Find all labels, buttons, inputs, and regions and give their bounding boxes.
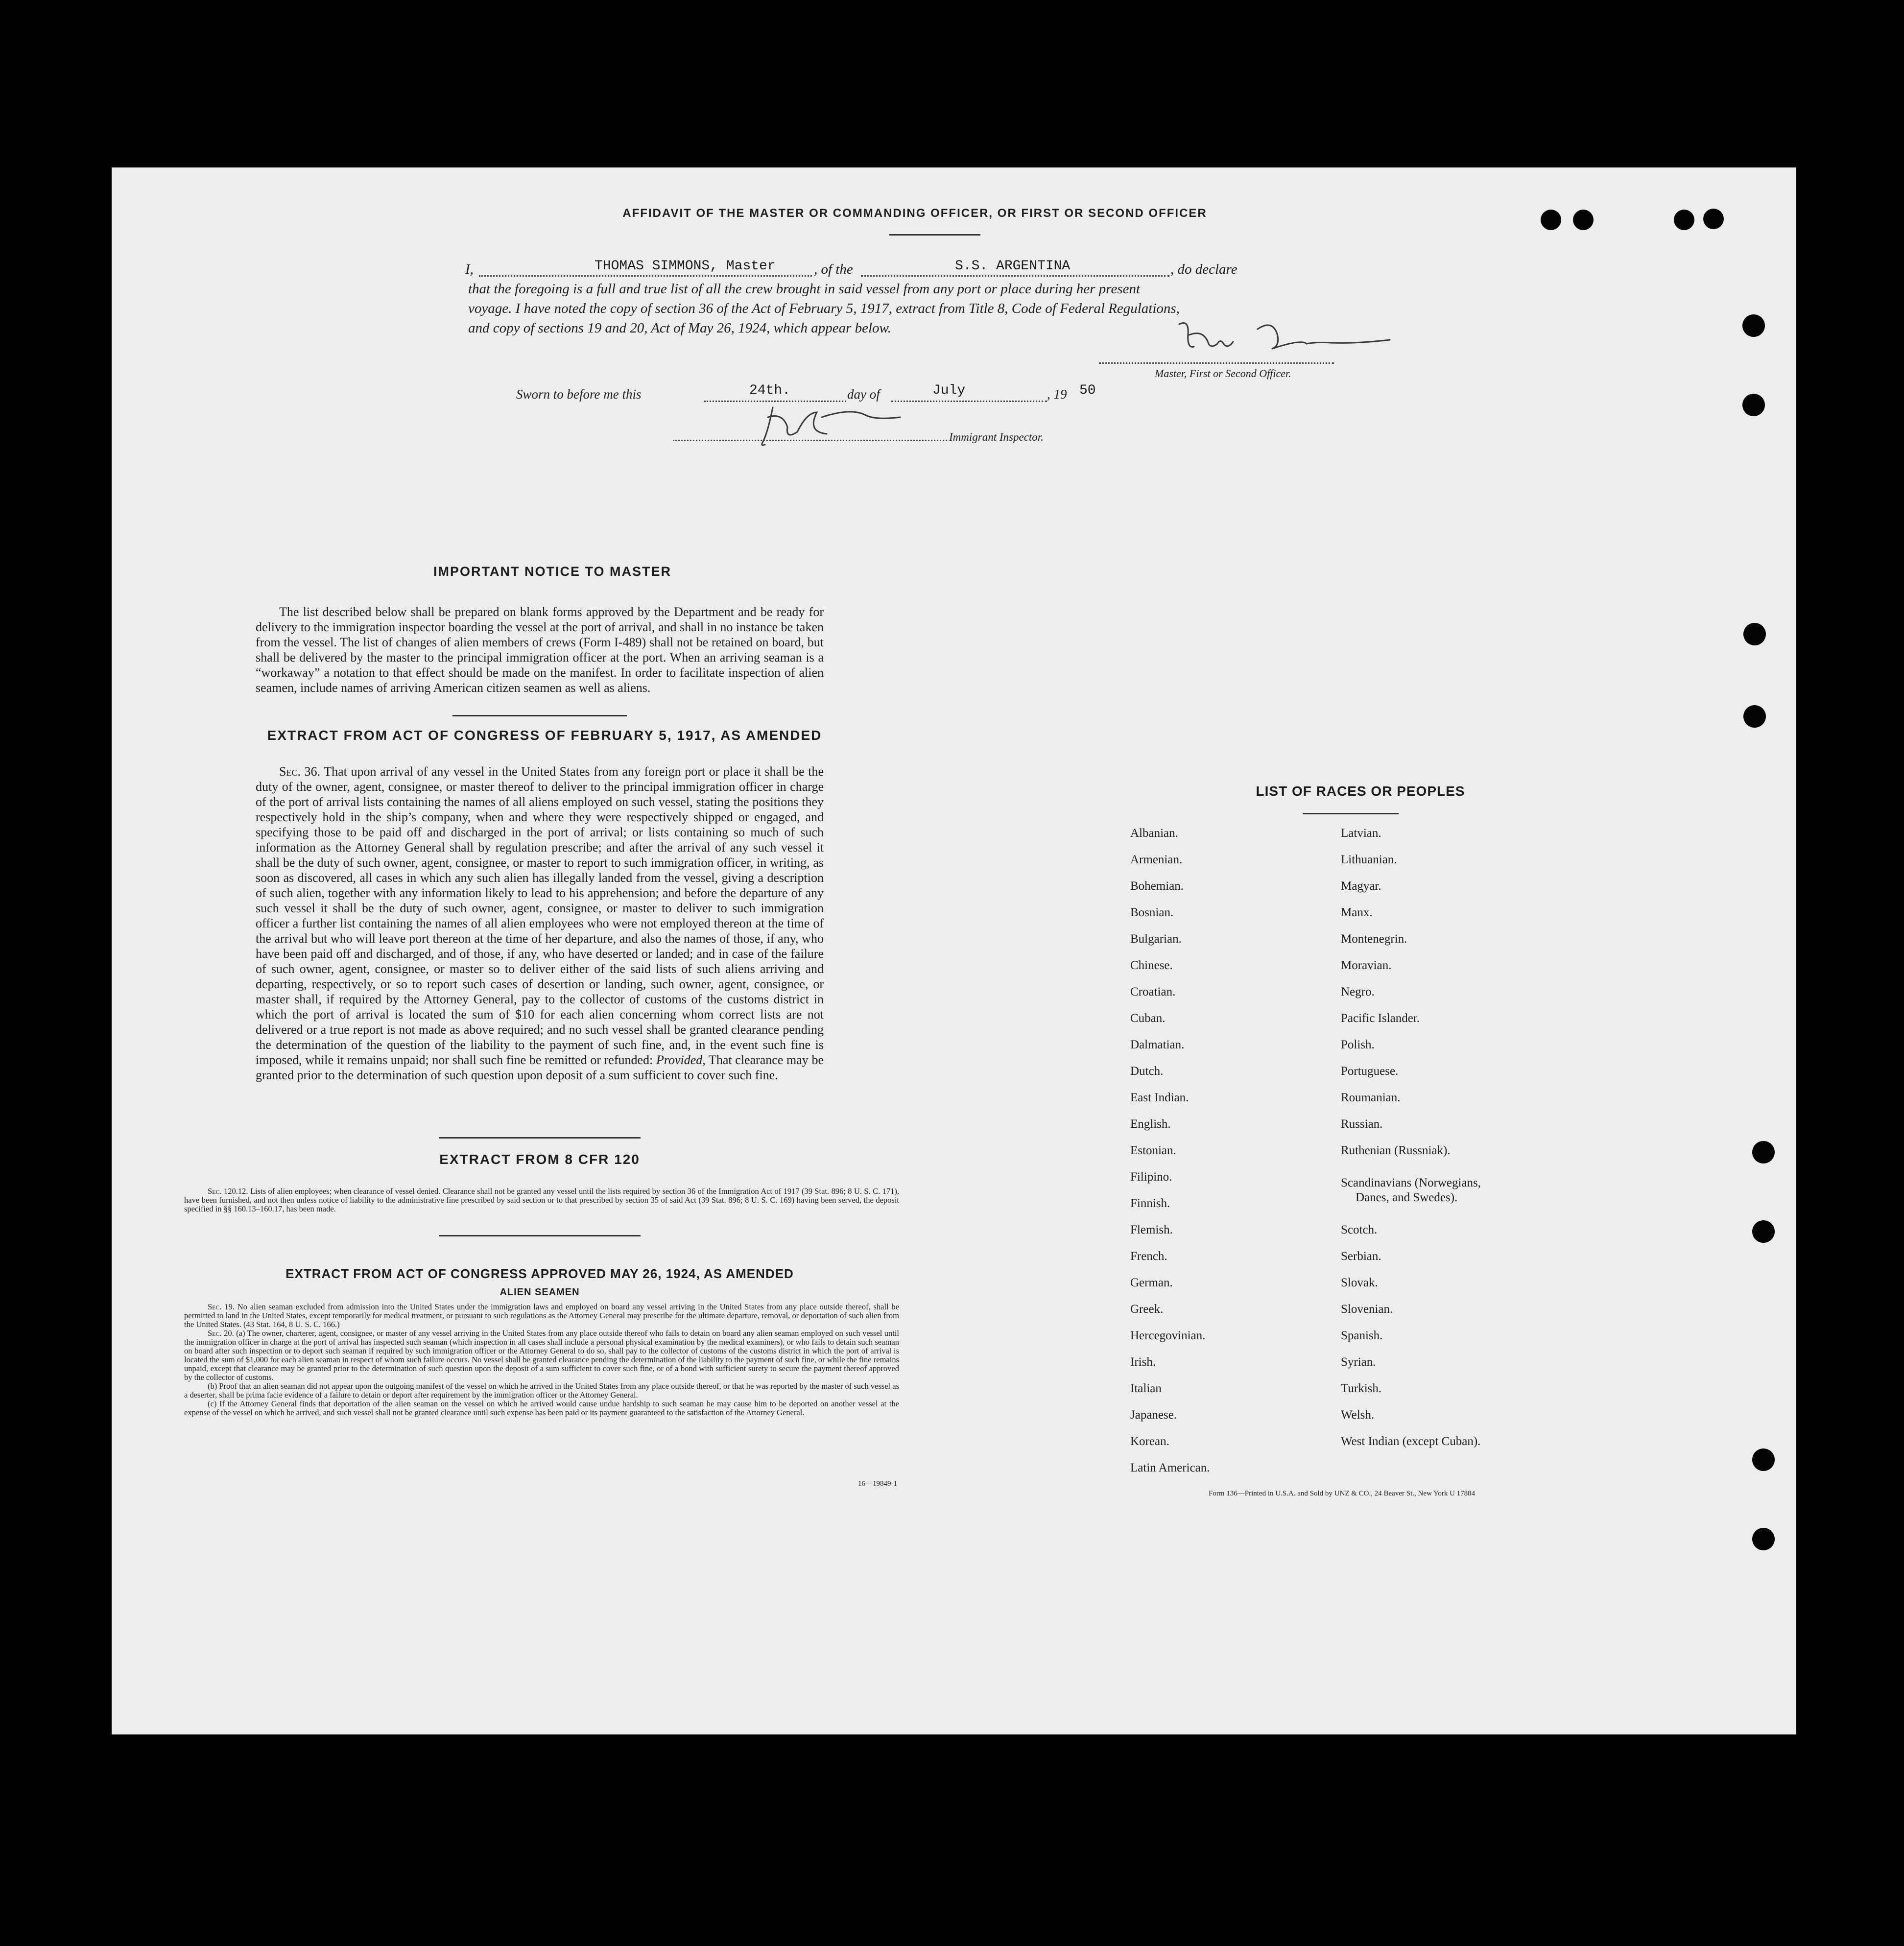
- race-item: Portuguese.: [1341, 1065, 1399, 1078]
- race-item: Latvian.: [1341, 827, 1381, 840]
- race-item: Polish.: [1341, 1038, 1375, 1051]
- race-item: Lithuanian.: [1341, 853, 1397, 866]
- race-item: Filipino.: [1130, 1170, 1172, 1184]
- affidavit-i-label: I,: [465, 261, 474, 277]
- vessel-value: S.S. ARGENTINA: [955, 259, 1071, 274]
- race-item: Hercegovinian.: [1130, 1329, 1206, 1342]
- extract-cfr-body: Lists of alien employees; when clearance of vessel denied. Clearance shall not be granted any vessel until the lists required by section 36 of the Immigration Act of 1917 (39 Stat. 896; 8 U. S. C. 171), have been furnished, and not then unless notice of liability to the administrative fine prescribed by said section or to that prescribed by section 35 of said Act (39 Stat. 896; 8 U. S. C. 169) having been served, the deposit specified in §§ 160.13–160.17, has been made.: [184, 1187, 900, 1213]
- extract-cfr-title: EXTRACT FROM 8 CFR 120: [439, 1152, 640, 1167]
- race-item: Dutch.: [1130, 1065, 1164, 1078]
- race-item: Bohemian.: [1130, 879, 1184, 893]
- race-item: Serbian.: [1341, 1250, 1381, 1263]
- race-item: Slovenian.: [1341, 1303, 1393, 1316]
- extract-1917-title: EXTRACT FROM ACT OF CONGRESS OF FEBRUARY 5, 1917, AS AMENDED: [267, 728, 822, 743]
- punch-hole: [1752, 1448, 1775, 1471]
- race-item: French.: [1130, 1250, 1167, 1263]
- race-item: Roumanian.: [1341, 1091, 1401, 1104]
- affidavit-line-3: voyage. I have noted the copy of section 36 of the Act of February 5, 1917, extract from Title 8, Code of Federal Regulations,: [468, 301, 1180, 316]
- notice-title: IMPORTANT NOTICE TO MASTER: [433, 564, 671, 579]
- race-item: Slovak.: [1341, 1276, 1378, 1289]
- extract-1924-subtitle: ALIEN SEAMEN: [500, 1287, 580, 1298]
- master-signature-line: [1099, 362, 1334, 364]
- race-item: Irish.: [1130, 1355, 1156, 1369]
- extract-1924-title: EXTRACT FROM ACT OF CONGRESS APPROVED MAY 26, 1924, AS AMENDED: [286, 1266, 794, 1281]
- divider: [452, 715, 627, 716]
- extract-cfr-text: [184, 1187, 899, 1213]
- race-item: Danes, and Swedes).: [1356, 1191, 1458, 1204]
- inspector-signature: [753, 398, 920, 451]
- punch-hole: [1742, 314, 1765, 337]
- punch-hole: [1742, 394, 1765, 416]
- race-item: Flemish.: [1130, 1223, 1173, 1236]
- race-item: Negro.: [1341, 985, 1375, 998]
- race-item: Moravian.: [1341, 959, 1392, 972]
- master-signature: [1160, 309, 1395, 363]
- race-item: Manx.: [1341, 906, 1373, 919]
- race-item: Syrian.: [1341, 1355, 1376, 1369]
- sec19-paragraph: [184, 1303, 899, 1329]
- race-item: Chinese.: [1130, 959, 1173, 972]
- race-item: Albanian.: [1130, 827, 1178, 840]
- sec20a-body: (a) The owner, charterer, agent, consignee, or master of any vessel arriving in the United States from any place outside thereof who fails to detain on board any alien seaman employed on such vessel until the immigration officer in charge at the port of arrival has inspected such seaman (which inspection in all cases shall include a personal physical examination by the medical examiners), or who fails to detain such seaman on board after such inspection or to deport such seaman if required by such immigration officer or the Attorney General to do so, shall pay to the collector of customs of the customs district in which the port of arrival is located the sum of $1,000 for each alien seaman in respect of whom such failure occurs. No vessel shall be granted clearance pending the determination of the liability to the payment of such fine, or while the fine remains unpaid, except that clearance may be granted prior to the determination of such question upon the deposit of a sum sufficient to cover such fine, or of a bond with sufficient surety to secure the payment thereof approved by the collector of customs.: [184, 1329, 900, 1382]
- extract-1917-text: [256, 764, 824, 1083]
- punch-hole: [1703, 209, 1724, 229]
- race-item: West Indian (except Cuban).: [1341, 1435, 1481, 1448]
- race-item: Estonian.: [1130, 1144, 1176, 1157]
- race-item: Scandinavians (Norwegians,: [1341, 1176, 1481, 1189]
- race-item: Bulgarian.: [1130, 932, 1182, 946]
- punch-hole: [1743, 705, 1766, 728]
- sec20b-paragraph: (b) Proof that an alien seaman did not appear upon the outgoing manifest of the vessel on which he arrived in the United States from any place outside thereof, or that he was reported by the master of such vessel as a deserter, shall be prima facie evidence of a failure to detain or deport after requirement by the immigration officer or the Attorney General.: [184, 1381, 899, 1400]
- race-item: Armenian.: [1130, 853, 1183, 866]
- year-prefix: , 19: [1047, 387, 1067, 402]
- inspector-label: Immigrant Inspector.: [949, 431, 1044, 443]
- races-title: LIST OF RACES OR PEOPLES: [1256, 783, 1465, 799]
- affidavit-title: AFFIDAVIT OF THE MASTER OR COMMANDING OFFICER, OR FIRST OR SECOND OFFICER: [622, 207, 1207, 220]
- extract-1917-provided: Provided,: [656, 1053, 706, 1067]
- punch-hole: [1743, 623, 1766, 645]
- race-item: Latin American.: [1130, 1461, 1210, 1474]
- race-item: Turkish.: [1341, 1382, 1382, 1395]
- race-item: Spanish.: [1341, 1329, 1383, 1342]
- punch-hole: [1573, 210, 1594, 230]
- notice-text: The list described below shall be prepared on blank forms approved by the Department and be ready for delivery to the immigration inspector boarding the vessel at the port of arrival, and shall in no instance be taken from the vessel. The list of changes of alien members of crews (Form I-489) shall not be retained on board, but shall be delivered by the master to the principal immigration officer at the port. When an arriving seaman is a “workaway” a notation to that effect should be made on the manifest. In order to facilitate inspection of alien seamen, include names of arriving American citizen seamen as well as aliens.: [256, 605, 824, 695]
- race-item: Finnish.: [1130, 1197, 1170, 1210]
- divider: [439, 1137, 641, 1139]
- race-item: German.: [1130, 1276, 1173, 1289]
- divider: [889, 234, 980, 236]
- affidavit-line-4: and copy of sections 19 and 20, Act of May 26, 1924, which appear below.: [468, 320, 891, 336]
- extract-1917-body-end: That clearance may be granted prior to the determination of such question upon deposit of a sum sufficient to cover such fine.: [256, 1053, 824, 1082]
- race-item: Magyar.: [1341, 879, 1381, 893]
- affidavit-line-2: that the foregoing is a full and true list of all the crew brought in said vessel from any port or place during her present: [468, 281, 1141, 297]
- sworn-label: Sworn to before me this: [516, 387, 642, 402]
- punch-hole: [1752, 1528, 1775, 1550]
- inspector-signature-line: [673, 440, 947, 441]
- sec19-label: Sec. 19.: [208, 1302, 235, 1311]
- race-item: Welsh.: [1341, 1408, 1375, 1422]
- extract-cfr-section-label: Sec. 120.12.: [208, 1187, 248, 1196]
- document-page: [112, 167, 1796, 1734]
- punch-hole: [1752, 1220, 1775, 1243]
- do-declare-label: , do declare: [1170, 261, 1238, 277]
- form-code: 16—19849-1: [858, 1480, 897, 1488]
- punch-hole: [1752, 1141, 1775, 1163]
- vessel-blank: [861, 275, 1169, 277]
- master-name-blank: [479, 275, 812, 277]
- printer-footer: Form 136—Printed in U.S.A. and Sold by UNZ & CO., 24 Beaver St., New York U 17884: [1209, 1490, 1476, 1497]
- race-item: Cuban.: [1130, 1012, 1166, 1025]
- race-item: Greek.: [1130, 1303, 1164, 1316]
- of-the-label: , of the: [814, 261, 853, 277]
- race-item: Russian.: [1341, 1117, 1383, 1131]
- sec20a-paragraph: [184, 1329, 899, 1382]
- extract-1924-text: [184, 1303, 899, 1417]
- race-item: Ruthenian (Russniak).: [1341, 1144, 1451, 1157]
- race-item: Japanese.: [1130, 1408, 1177, 1422]
- sec20c-paragraph: (c) If the Attorney General finds that deportation of the alien seaman on the vessel on which he arrived would cause undue hardship to such seaman he may cause him to be deported on another vessel at the expense of the vessel on which he arrived, and such vessel shall not be granted clearance until such expense has been paid or its payment guaranteed to the satisfaction of the Attorney General.: [184, 1399, 899, 1417]
- race-item: Croatian.: [1130, 985, 1176, 998]
- race-item: Italian: [1130, 1382, 1162, 1395]
- sec19-body: No alien seaman excluded from admission into the United States under the immigration laws and employed on board any vessel arriving in the United States from any place outside thereof, shall be permitted to land in the United States, except temporarily for medical treatment, or pursuant to such regulations as the Attorney General may prescribe for the ultimate departure, removal, or deportation of such alien from the United States. (43 Stat. 164, 8 U. S. C. 166.): [184, 1302, 899, 1329]
- race-item: Dalmatian.: [1130, 1038, 1185, 1051]
- race-item: Montenegrin.: [1341, 932, 1407, 946]
- extract-1917-section-label: Sec. 36.: [279, 764, 321, 779]
- day-of-label: day of: [847, 387, 880, 402]
- divider: [1303, 813, 1399, 814]
- extract-1917-body: That upon arrival of any vessel in the United States from any foreign port or place it shall be the duty of the owner, agent, consignee, or master thereof to deliver to the principal immigration officer in charge of the port of arrival lists containing the names of all aliens employed on such vessel, stating the positions they respectively hold in the ship’s company, when and where they were respectively shipped or engaged, and specifying those to be paid off and discharged in the port of arrival; or lists containing so much of such information as the Attorney General shall by regulation prescribe; and after the arrival of any such vessel it shall be the duty of such owner, agent, consignee, or master to report to such immigration officer, in writing, as soon as discovered, all cases in which any such alien has illegally landed from the vessel, giving a description of such alien, together with any information likely to lead to his apprehension; and before the departure of any such vessel it shall be the duty of such owner, agent, consignee, or master to deliver to such immigration officer a further list containing the names of all alien employees who were not employed thereon at the time of the arrival but who will leave port thereon at the time of her departure, and also the names of those, if any, who have been paid off and discharged, and of those, if any, who have deserted or landed; and in case of the failure of such owner, agent, consignee, or master so to deliver either of the said lists of such aliens arriving and departing, respectively, or so to report such cases of desertion or landing, such owner, agent, consignee, or master shall, if required by the Attorney General, pay to the collector of customs of the customs district in which the port of arrival is located the sum of $10 for each alien concerning whom correct lists are not delivered or a true report is not made as above required; and no such vessel shall be granted clearance pending the determination of the question of the liability to the payment of such fine, and, in the event such fine is imposed, while it remains unpaid; nor shall such fine be remitted or refunded:: [256, 764, 824, 1067]
- race-item: Pacific Islander.: [1341, 1012, 1420, 1025]
- sec20-label: Sec. 20.: [208, 1329, 234, 1338]
- race-item: Bosnian.: [1130, 906, 1174, 919]
- race-item: Korean.: [1130, 1435, 1169, 1448]
- race-item: English.: [1130, 1117, 1171, 1131]
- punch-hole: [1541, 210, 1561, 230]
- sworn-day-value: 24th.: [749, 383, 791, 398]
- divider: [439, 1235, 641, 1236]
- master-name-value: THOMAS SIMMONS, Master: [595, 259, 776, 274]
- race-item: Scotch.: [1341, 1223, 1378, 1236]
- master-signature-label: Master, First or Second Officer.: [1155, 367, 1291, 380]
- race-item: East Indian.: [1130, 1091, 1189, 1104]
- year-suffix-value: 50: [1079, 383, 1096, 398]
- punch-hole: [1674, 210, 1694, 230]
- sworn-month-value: July: [932, 383, 966, 398]
